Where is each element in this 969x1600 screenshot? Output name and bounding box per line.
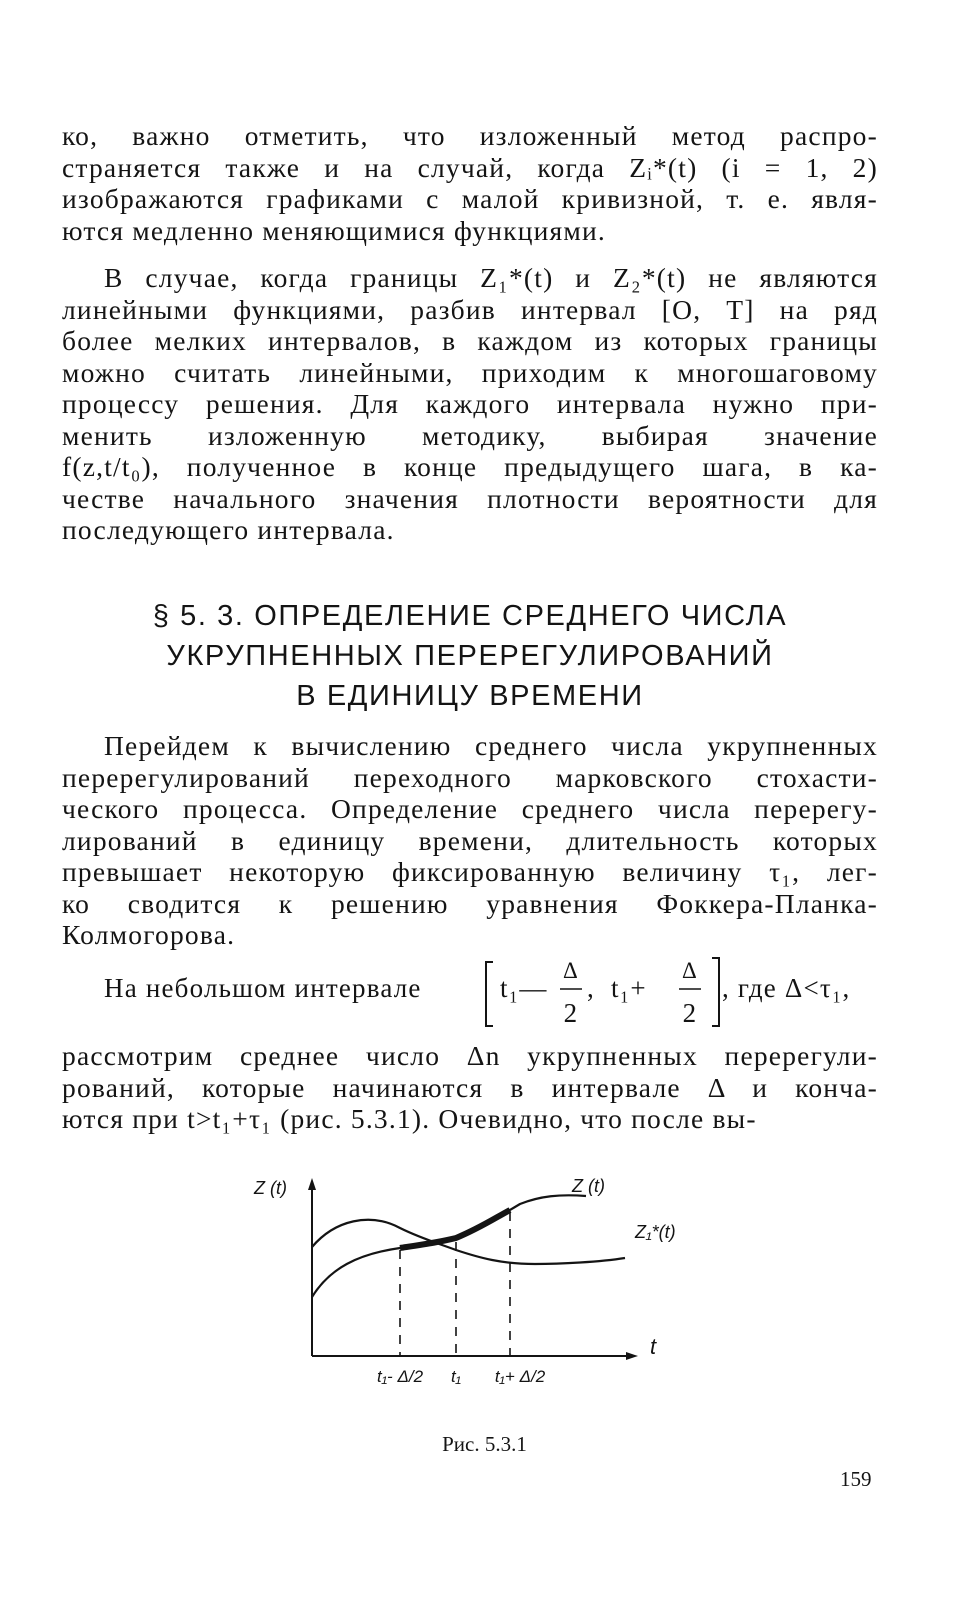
text-line: превышает некоторую фиксированную величину τ₁, лег- bbox=[62, 856, 878, 887]
text-line: Перейдем к вычислению среднего числа укрупненных bbox=[104, 730, 878, 761]
text-line: ются медленно меняющимися функциями. bbox=[62, 214, 606, 246]
formula-tail: , где Δ<τ₁, bbox=[722, 973, 851, 1003]
text-line: рований, которые начинаются в интервале Δ и конча- bbox=[62, 1071, 878, 1103]
text-line: страняется также и на случай, когда Zᵢ*(t) (i = 1, 2) bbox=[62, 151, 878, 183]
figure-caption: Рис. 5.3.1 bbox=[442, 1432, 527, 1456]
fraction-denominator: 2 bbox=[563, 998, 579, 1028]
x-axis-arrow bbox=[626, 1352, 638, 1360]
curve-label-z1-star: Z₁*(t) bbox=[635, 1222, 676, 1242]
text-line: f(z,t/t₀), полученное в конце предыдущего шага, в ка- bbox=[62, 451, 878, 482]
fraction-denominator: 2 bbox=[682, 998, 698, 1028]
curve-label-z: Z (t) bbox=[572, 1176, 605, 1196]
text-line: перерегулирований переходного марковского стохасти- bbox=[62, 761, 878, 793]
text-line: изображаются графиками с малой кривизной, т. е. явля- bbox=[62, 183, 878, 214]
left-bracket bbox=[486, 962, 493, 1026]
paragraph-3 bbox=[62, 730, 878, 951]
formula-t1-plus: t₁+ bbox=[611, 973, 647, 1003]
text-line: ко, важно отметить, что изложенный метод распро- bbox=[62, 120, 878, 151]
fraction-numerator: Δ bbox=[563, 958, 579, 983]
section-heading bbox=[62, 596, 878, 716]
y-axis-label: Z (t) bbox=[254, 1178, 287, 1198]
tick-label-mid: t₁ bbox=[450, 1367, 462, 1386]
text-line: лирований в единицу времени, длительность которых bbox=[62, 824, 878, 856]
text-line: ческого процесса. Определение среднего числа перерегу- bbox=[62, 793, 878, 824]
curve-z bbox=[312, 1195, 586, 1297]
text-line: ко сводится к решению уравнения Фоккера-Планка- bbox=[62, 887, 878, 919]
formula-lead: На небольшом интервале bbox=[104, 973, 422, 1003]
text-line: можно считать линейными, приходим к многошаговому bbox=[62, 356, 878, 388]
page-number: 159 bbox=[840, 1467, 872, 1491]
text-line: честве начального значения плотности вероятности для bbox=[62, 482, 878, 514]
text-line: линейными функциями, разбив интервал [О, Т] на ряд bbox=[62, 293, 878, 325]
paragraph-1 bbox=[62, 120, 878, 246]
tick-label-left: t₁- Δ/2 bbox=[376, 1367, 424, 1386]
text-line: рассмотрим среднее число Δn укрупненных перерегули- bbox=[62, 1040, 878, 1071]
heading-line: УКРУПНЕННЫХ ПЕРЕРЕГУЛИРОВАНИЙ bbox=[166, 640, 774, 672]
tick-label-right: t₁+ Δ/2 bbox=[494, 1367, 546, 1386]
interval-formula bbox=[104, 956, 894, 1034]
text-line: последующего интервала. bbox=[62, 514, 395, 545]
highlighted-segment bbox=[400, 1210, 510, 1248]
text-line: более мелких интервалов, в каждом из которых границы bbox=[62, 325, 878, 356]
text-line: ются при t>t₁+τ₁ (рис. 5.3.1). Очевидно, что после вы- bbox=[62, 1103, 757, 1134]
text-line: В случае, когда границы Z₁*(t) и Z₂*(t) не являются bbox=[104, 262, 878, 293]
heading-line: В ЕДИНИЦУ ВРЕМЕНИ bbox=[296, 680, 644, 712]
heading-line: § 5. 3. ОПРЕДЕЛЕНИЕ СРЕДНЕГО ЧИСЛА bbox=[152, 600, 788, 632]
text-line: менить изложенную методику, выбирая значение bbox=[62, 419, 878, 451]
fraction-numerator: Δ bbox=[682, 958, 698, 983]
paragraph-2 bbox=[62, 262, 878, 546]
formula-comma: , bbox=[587, 973, 595, 1003]
right-bracket bbox=[712, 958, 719, 1026]
text-line: Колмогорова. bbox=[62, 919, 236, 950]
x-axis-label: t bbox=[650, 1334, 657, 1359]
paragraph-4 bbox=[62, 1040, 878, 1135]
y-axis-arrow bbox=[308, 1178, 316, 1190]
figure-5-3-1 bbox=[240, 1172, 710, 1412]
text-line: процессу решения. Для каждого интервала нужно при- bbox=[62, 388, 878, 419]
formula-t1-minus: t₁— bbox=[500, 973, 548, 1003]
